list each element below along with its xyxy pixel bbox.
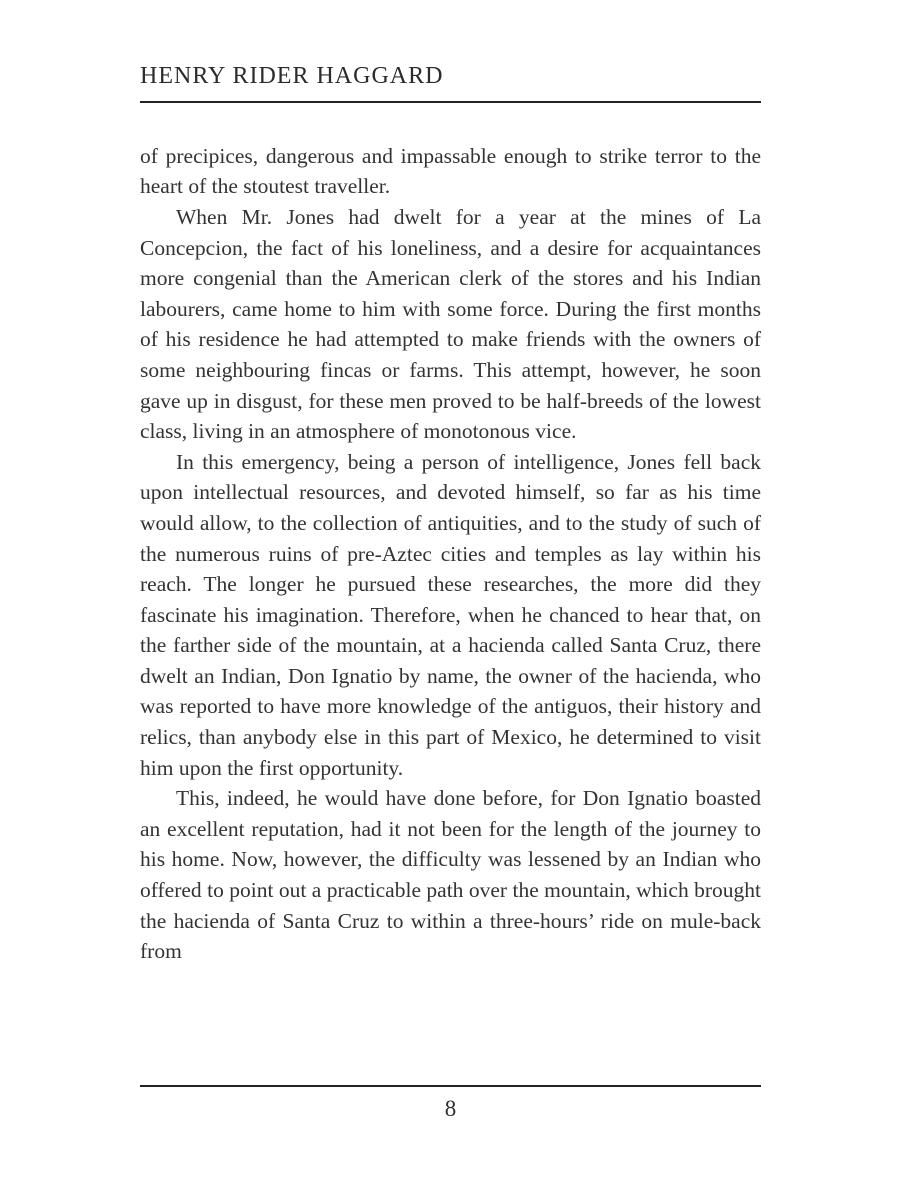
- header-rule: [140, 101, 761, 103]
- paragraph: This, indeed, he would have done before, for Don Ignatio boasted an excellent reputation, had it not been for the length of the journey to his home. Now, however, the difficulty was lessened by an Indian who offered to point out a practicable path over the mountain, which brought the hacienda of Santa Cruz to within a three-hours’ ride on mule-back from: [140, 786, 761, 964]
- page-body: [140, 141, 761, 967]
- running-header: HENRY RIDER HAGGARD: [140, 63, 444, 89]
- footer-rule: [140, 1085, 761, 1087]
- paragraph: In this emergency, being a person of intelligence, Jones fell back upon intellectual resources, and devoted himself, so far as his time would allow, to the collection of antiquities, and to the study of such of the numerous ruins of pre-Aztec cities and temples as lay within his reach. The longer he pursued these researches, the more did they fascinate his imagination. Therefore, when he chanced to hear that, on the farther side of the mountain, at a hacienda called Santa Cruz, there dwelt an Indian, Don Ignatio by name, the owner of the hacienda, who was reported to have more knowledge of the antiguos, their history and relics, than anybody else in this part of Mexico, he determined to visit him upon the first opportunity.: [140, 449, 761, 780]
- content-column: [140, 0, 761, 967]
- paragraph: of precipices, dangerous and impassable enough to strike terror to the heart of the stoutest traveller.: [140, 143, 761, 199]
- page-number: 8: [444, 1096, 457, 1121]
- paragraph: When Mr. Jones had dwelt for a year at the mines of La Concepcion, the fact of his loneliness, and a desire for acquaintances more congenial than the American clerk of the stores and his Indian labourers, came home to him with some force. During the first months of his residence he had attempted to make friends with the owners of some neighbouring fincas or farms. This attempt, however, he soon gave up in disgust, for these men proved to be half-breeds of the lowest class, living in an atmosphere of monotonous vice.: [140, 204, 761, 444]
